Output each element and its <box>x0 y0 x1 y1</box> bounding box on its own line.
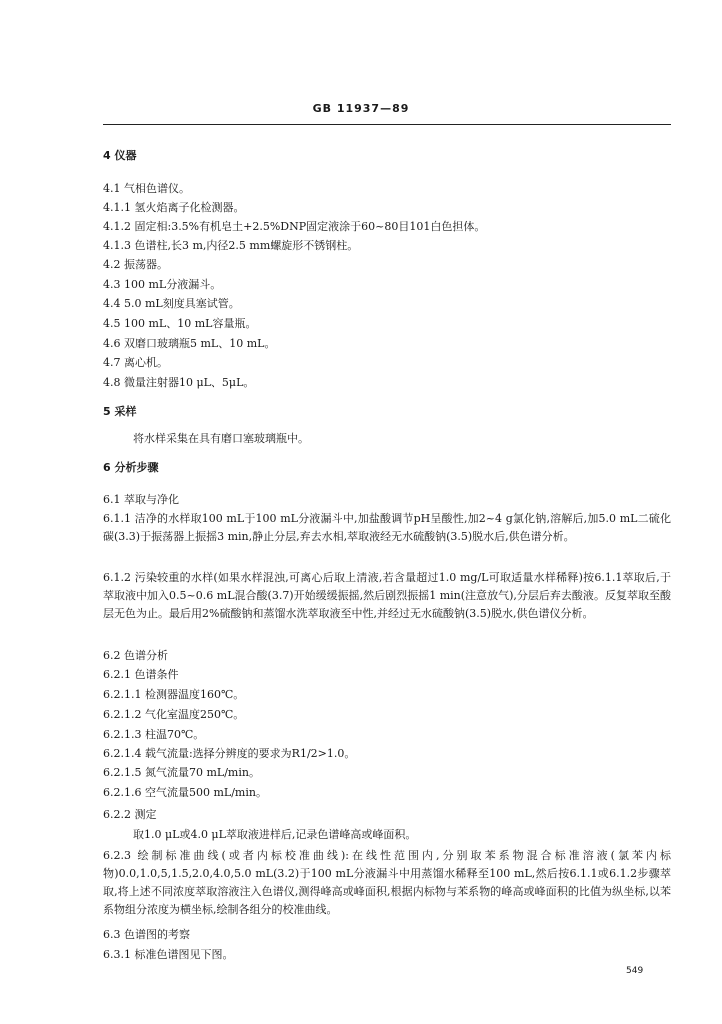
text-line: 6.1.1 洁净的水样取100 mL于100 mL分液漏斗中,加盐酸调节pH呈酸性,加2~4 g氯化钠,溶解后,加5.0 mL二硫化碳(3.3)于振荡器上振摇3 min,静止分层,弃去水相,萃取液经无水硫酸钠(3.5)脱水后,供色谱分析。 <box>103 512 671 543</box>
text-line: 4.5 100 mL、10 mL容量瓶。 <box>103 317 257 330</box>
text-line: 6.2.1.1 检测器温度160℃。 <box>103 688 245 701</box>
text-line: 取1.0 μL或4.0 μL萃取液进样后,记录色谱峰高或峰面积。 <box>133 828 417 841</box>
text-line: 6.2.1.6 空气流量500 mL/min。 <box>103 786 267 799</box>
text-line: 6.2.1 色谱条件 <box>103 668 179 681</box>
text-line: 6.2.1.2 气化室温度250℃。 <box>103 708 245 721</box>
text-line: 6.2 色谱分析 <box>103 649 168 662</box>
text-line: 6.2.1.3 柱温70℃。 <box>103 728 205 741</box>
text-line: 6.3 色谱图的考察 <box>103 928 190 941</box>
page-header: GB 11937—89 <box>312 102 410 115</box>
text-line: 4.6 双磨口玻璃瓶5 mL、10 mL。 <box>103 337 276 350</box>
text-line: 6.1 萃取与净化 <box>103 493 179 506</box>
text-line: 将水样采集在具有磨口塞玻璃瓶中。 <box>133 432 309 445</box>
text-line: 4.4 5.0 mL刻度具塞试管。 <box>103 297 240 310</box>
text-line: 4.1 气相色谱仪。 <box>103 182 190 195</box>
section-heading: 4 仪器 <box>103 149 137 162</box>
text-line: 4.3 100 mL分液漏斗。 <box>103 278 222 291</box>
text-line: 6.3.1 标准色谱图见下图。 <box>103 948 234 961</box>
text-line: 4.1.3 色谱柱,长3 m,内径2.5 mm螺旋形不锈钢柱。 <box>103 239 359 252</box>
text-line: 4.1.2 固定相:3.5%有机皂土+2.5%DNP固定液涂于60~80目101白色担体。 <box>103 220 486 233</box>
text-line: 4.7 离心机。 <box>103 356 168 369</box>
text-line: 6.2.2 测定 <box>103 808 157 821</box>
text-line: 6.2.3 绘制标准曲线(或者内标校准曲线):在线性范围内,分别取苯系物混合标准溶液(氯苯内标物)0.0,1.0,5,1.5,2.0,4.0,5.0 mL(3.2)于100 mL分液漏斗中用蒸馏水稀释至100 mL,然后按6.1.1或6.1.2步骤萃取,将上述不同浓度萃取溶液注入色谱仪,测得峰高或峰面积,根据内标物与苯系物的峰高或峰面积的比值为纵坐标,以苯系物组分浓度为横坐标,绘制各组分的校准曲线。 <box>103 849 671 916</box>
header-rule <box>103 124 671 125</box>
text-line: 4.8 微量注射器10 μL、5μL。 <box>103 376 255 389</box>
text-line: 6.2.1.4 载气流量:选择分辨度的要求为R1/2>1.0。 <box>103 747 356 760</box>
text-line: 6.1.2 污染较重的水样(如果水样混浊,可离心后取上清液,若含量超过1.0 mg/L可取适量水样稀释)按6.1.1萃取后,于萃取液中加入0.5~0.6 mL混合酸(3.7)开始缓缓振摇,然后剧烈振摇1 min(注意放气),分层后弃去酸液。反复萃取至酸层无色为止。最后用2%硫酸钠和蒸馏水洗萃取液至中性,并经过无水硫酸钠(3.5)脱水,供色谱仪分析。 <box>103 571 671 620</box>
section-heading: 6 分析步骤 <box>103 461 159 474</box>
text-line: 4.1.1 氢火焰离子化检测器。 <box>103 201 245 214</box>
page-number: 549 <box>626 966 644 976</box>
section-heading: 5 采样 <box>103 405 137 418</box>
text-line: 4.2 振荡器。 <box>103 258 168 271</box>
text-line: 6.2.1.5 氮气流量70 mL/min。 <box>103 766 260 779</box>
